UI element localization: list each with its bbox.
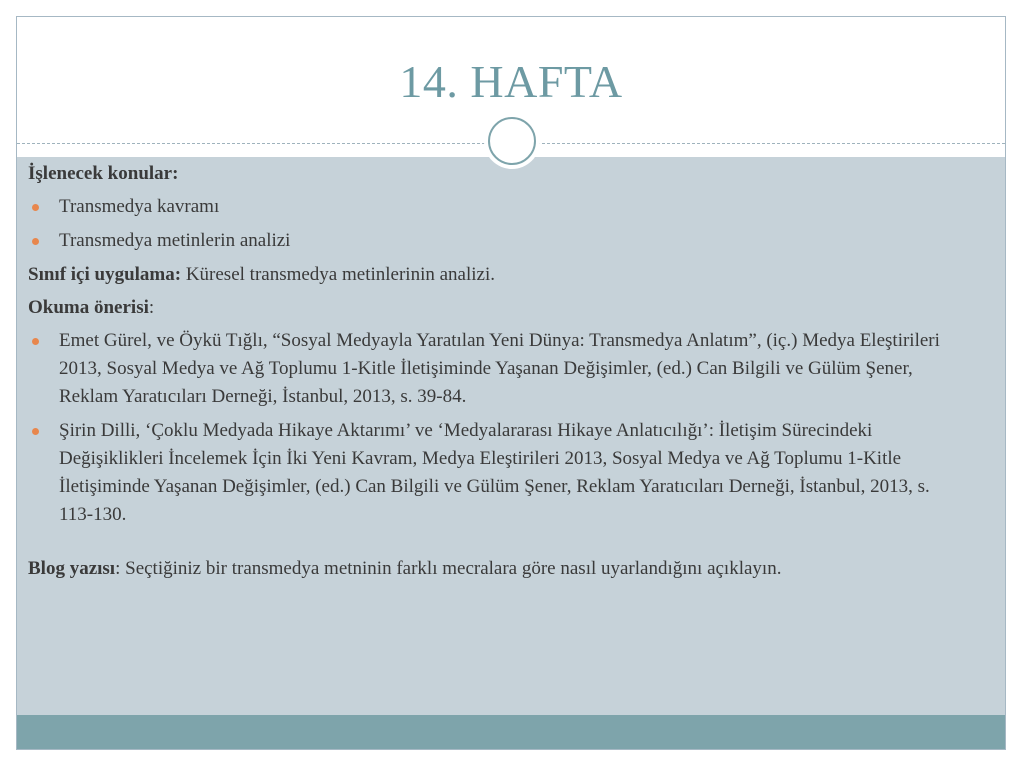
practice-text: Küresel transmedya metinlerinin analizi.	[181, 264, 495, 285]
reading-colon: :	[148, 297, 155, 318]
blog-label: Blog yazısı	[28, 558, 116, 579]
list-item	[28, 193, 968, 221]
bullet-dot-icon	[32, 338, 39, 345]
list-item	[28, 417, 968, 529]
reading-heading	[28, 294, 968, 322]
bullet-dot-icon	[32, 428, 39, 435]
reading-label: Okuma önerisi	[28, 297, 149, 318]
blog-text: : Seçtiğiniz bir transmedya metninin farklı mecralara göre nasıl uyarlandığını açıklayın.	[115, 558, 782, 579]
slide-footer-bar	[17, 715, 1005, 749]
topics-label: İşlenecek konular:	[28, 163, 179, 184]
slide-title: 14. HAFTA	[399, 56, 623, 107]
reading-text: Şirin Dilli, ‘Çoklu Medyada Hikaye Aktarımı’ ve ‘Medyalararası Hikaye Anlatıcılığı’: İletişim Sürecindeki Değişiklikleri İncelemek İçin İki Yeni Kavram, Medya Eleştirileri 2013, Sosyal Medya ve Ağ Toplumu 1-Kitle İletişiminde Yaşanan Değişimler, (ed.) Can Bilgili ve Gülüm Şener, Reklam Yaratıcıları Derneği, İstanbul, 2013, s. 113-130.	[59, 420, 930, 525]
topics-list	[28, 193, 968, 255]
blog-line	[28, 555, 968, 583]
reading-text: Emet Gürel, ve Öykü Tığlı, “Sosyal Medyayla Yaratılan Yeni Dünya: Transmedya Anlatım”, (iç.) Medya Eleştirileri 2013, Sosyal Medya ve Ağ Toplumu 1-Kitle İletişiminde Yaşanan Değişimler, (ed.) Can Bilgili ve Gülüm Şener, Reklam Yaratıcıları Derneği, İstanbul, 2013, s. 39-84.	[59, 330, 940, 407]
practice-line	[28, 261, 968, 289]
topic-text: Transmedya metinlerin analizi	[59, 230, 291, 251]
readings-list	[28, 327, 968, 529]
slide-content	[28, 160, 968, 588]
topics-heading	[28, 160, 968, 188]
list-item	[28, 327, 968, 411]
topic-text: Transmedya kavramı	[59, 196, 220, 217]
bullet-dot-icon	[32, 238, 39, 245]
practice-label: Sınıf içi uygulama:	[28, 264, 182, 285]
bullet-dot-icon	[32, 204, 39, 211]
list-item	[28, 227, 968, 255]
